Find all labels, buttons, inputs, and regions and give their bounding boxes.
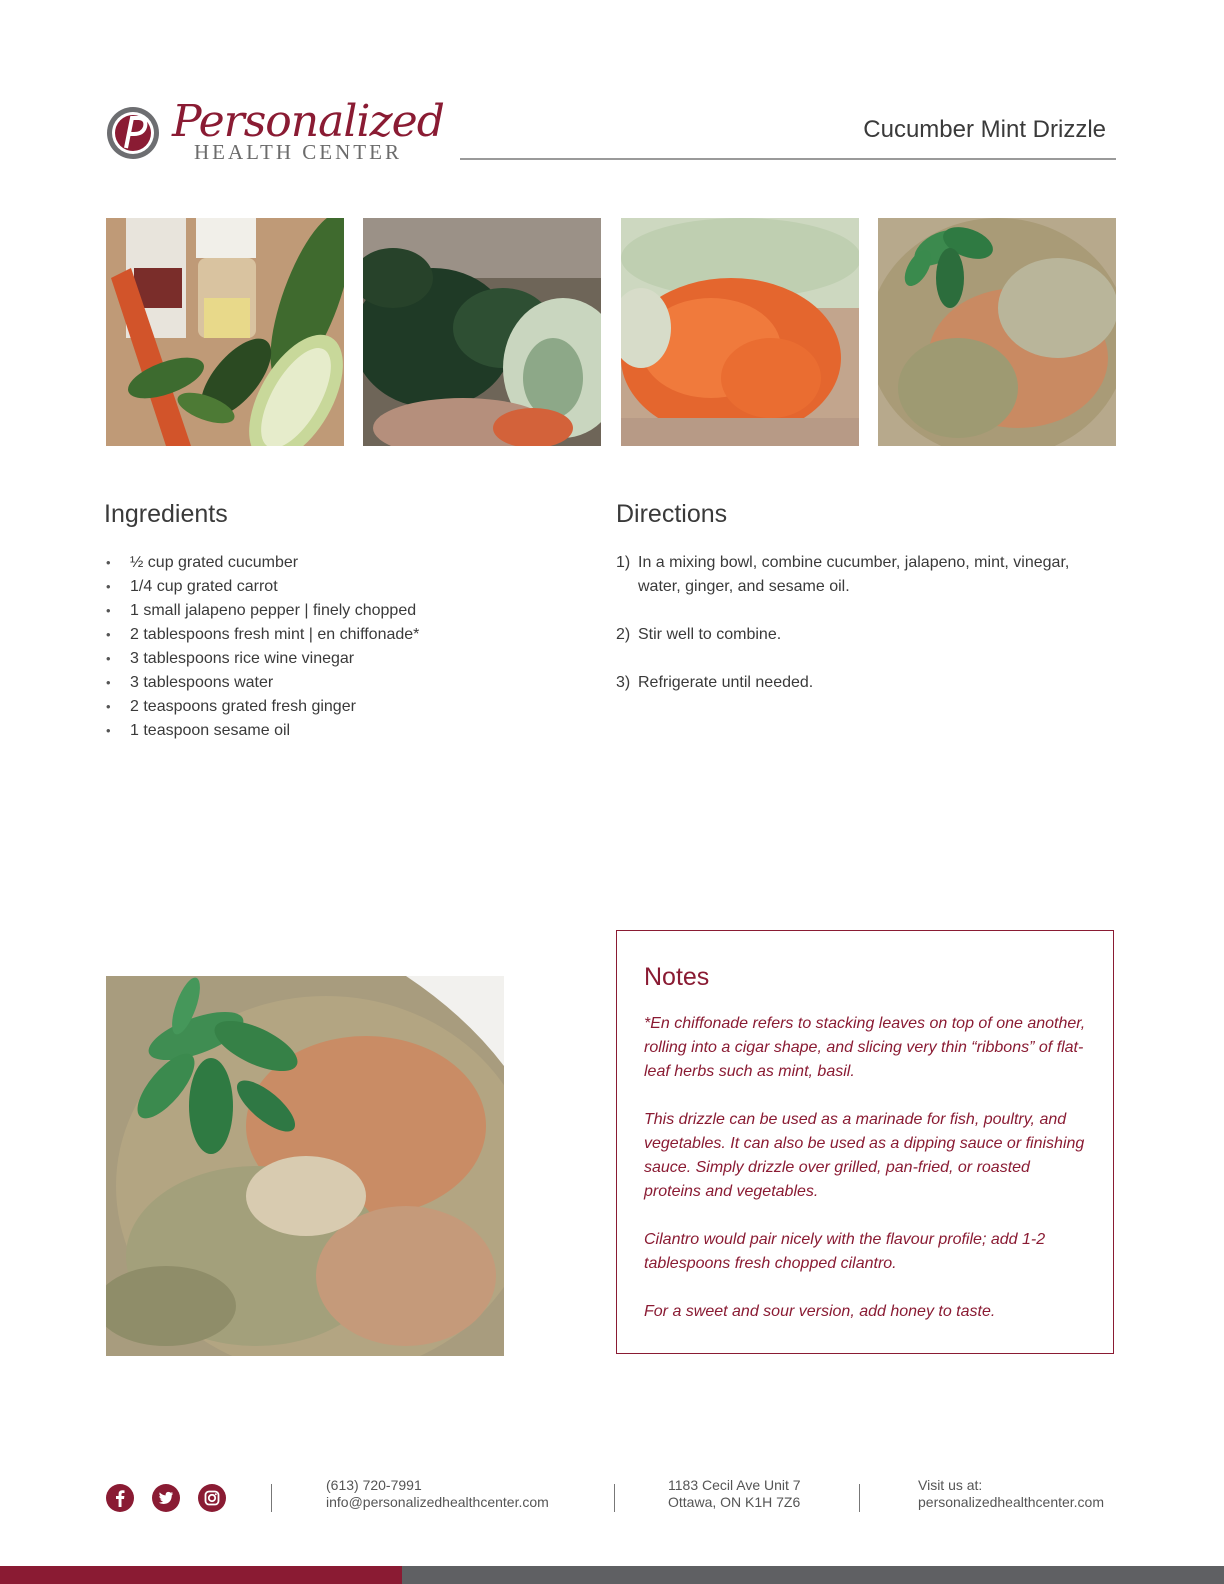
direction-step — [616, 551, 1106, 599]
logo-mark-icon — [106, 106, 160, 160]
ingredient-item: • 1 teaspoon sesame oil — [106, 719, 419, 743]
footer-divider — [271, 1484, 272, 1512]
logo-subtext: HEALTH CENTER — [194, 140, 402, 164]
notes-paragraph: *En chiffonade refers to stacking leaves on top of one another, rolling into a cigar shape, and slicing very thin “ribbons” of flat-leaf herbs such as mint, basil. — [644, 1015, 1086, 1080]
notes-paragraph: This drizzle can be used as a marinade for fish, poultry, and vegetables. It can also be used as a dipping sauce or finishing sauce. Simply drizzle over grilled, pan-fried, or roasted proteins and vegetables. — [644, 1111, 1085, 1200]
address-line-2: Ottawa, ON K1H 7Z6 — [668, 1494, 801, 1510]
website-link[interactable]: personalizedhealthcenter.com — [918, 1494, 1105, 1510]
photo-grated-carrot — [621, 218, 859, 446]
footer-bar-brand — [0, 1566, 402, 1584]
ingredient-item: • 2 tablespoons fresh mint | en chiffonade* — [106, 623, 419, 647]
notes-box — [616, 930, 1114, 1354]
company-logo — [106, 96, 444, 164]
notes-paragraph: Cilantro would pair nicely with the flavour profile; add 1-2 tablespoons fresh chopped cilantro. — [644, 1231, 1046, 1272]
recipe-title: Cucumber Mint Drizzle — [863, 116, 1106, 143]
twitter-icon[interactable] — [152, 1484, 180, 1512]
step-number: 2) — [616, 626, 631, 643]
notes-heading: Notes — [644, 963, 710, 991]
ingredient-item: • 2 teaspoons grated fresh ginger — [106, 695, 419, 719]
directions-list — [616, 551, 1106, 719]
ingredients-heading: Ingredients — [104, 500, 228, 528]
email-address[interactable]: info@personalizedhealthcenter.com — [326, 1494, 549, 1510]
footer-contact — [326, 1477, 549, 1511]
step-text: Refrigerate until needed. — [638, 674, 814, 691]
direction-step — [616, 623, 1106, 647]
footer-divider — [614, 1484, 615, 1512]
logo-wordmark: Personalized — [172, 96, 444, 147]
instagram-icon[interactable] — [198, 1484, 226, 1512]
step-number: 3) — [616, 674, 631, 691]
step-number: 1) — [616, 554, 631, 571]
notes-paragraph: For a sweet and sour version, add honey to taste. — [644, 1303, 996, 1320]
footer-divider — [859, 1484, 860, 1512]
footer-address — [668, 1477, 801, 1511]
step-text: In a mixing bowl, combine cucumber, jalapeno, mint, vinegar, water, ginger, and sesame oil. — [638, 554, 1070, 595]
step-text: Stir well to combine. — [638, 626, 782, 643]
title-divider — [460, 158, 1116, 160]
ingredients-list — [106, 551, 419, 743]
photo-finished-drizzle — [878, 218, 1116, 446]
ingredient-item: • ½ cup grated cucumber — [106, 551, 419, 575]
direction-step — [616, 671, 1106, 695]
visit-label: Visit us at: — [918, 1477, 983, 1493]
footer-website — [918, 1477, 1104, 1511]
photo-ingredients — [106, 218, 344, 446]
photo-chopped-mint — [363, 218, 601, 446]
ingredient-item: • 3 tablespoons rice wine vinegar — [106, 647, 419, 671]
facebook-icon[interactable] — [106, 1484, 134, 1512]
address-line-1: 1183 Cecil Ave Unit 7 — [668, 1477, 801, 1493]
ingredient-item: • 1 small jalapeno pepper | finely chopped — [106, 599, 419, 623]
directions-heading: Directions — [616, 500, 728, 528]
ingredient-item: • 1/4 cup grated carrot — [106, 575, 419, 599]
footer-bar-grey — [402, 1566, 1224, 1584]
phone-number: (613) 720-7991 — [326, 1477, 422, 1493]
photo-drizzle-closeup — [106, 976, 504, 1356]
ingredient-item: • 3 tablespoons water — [106, 671, 419, 695]
